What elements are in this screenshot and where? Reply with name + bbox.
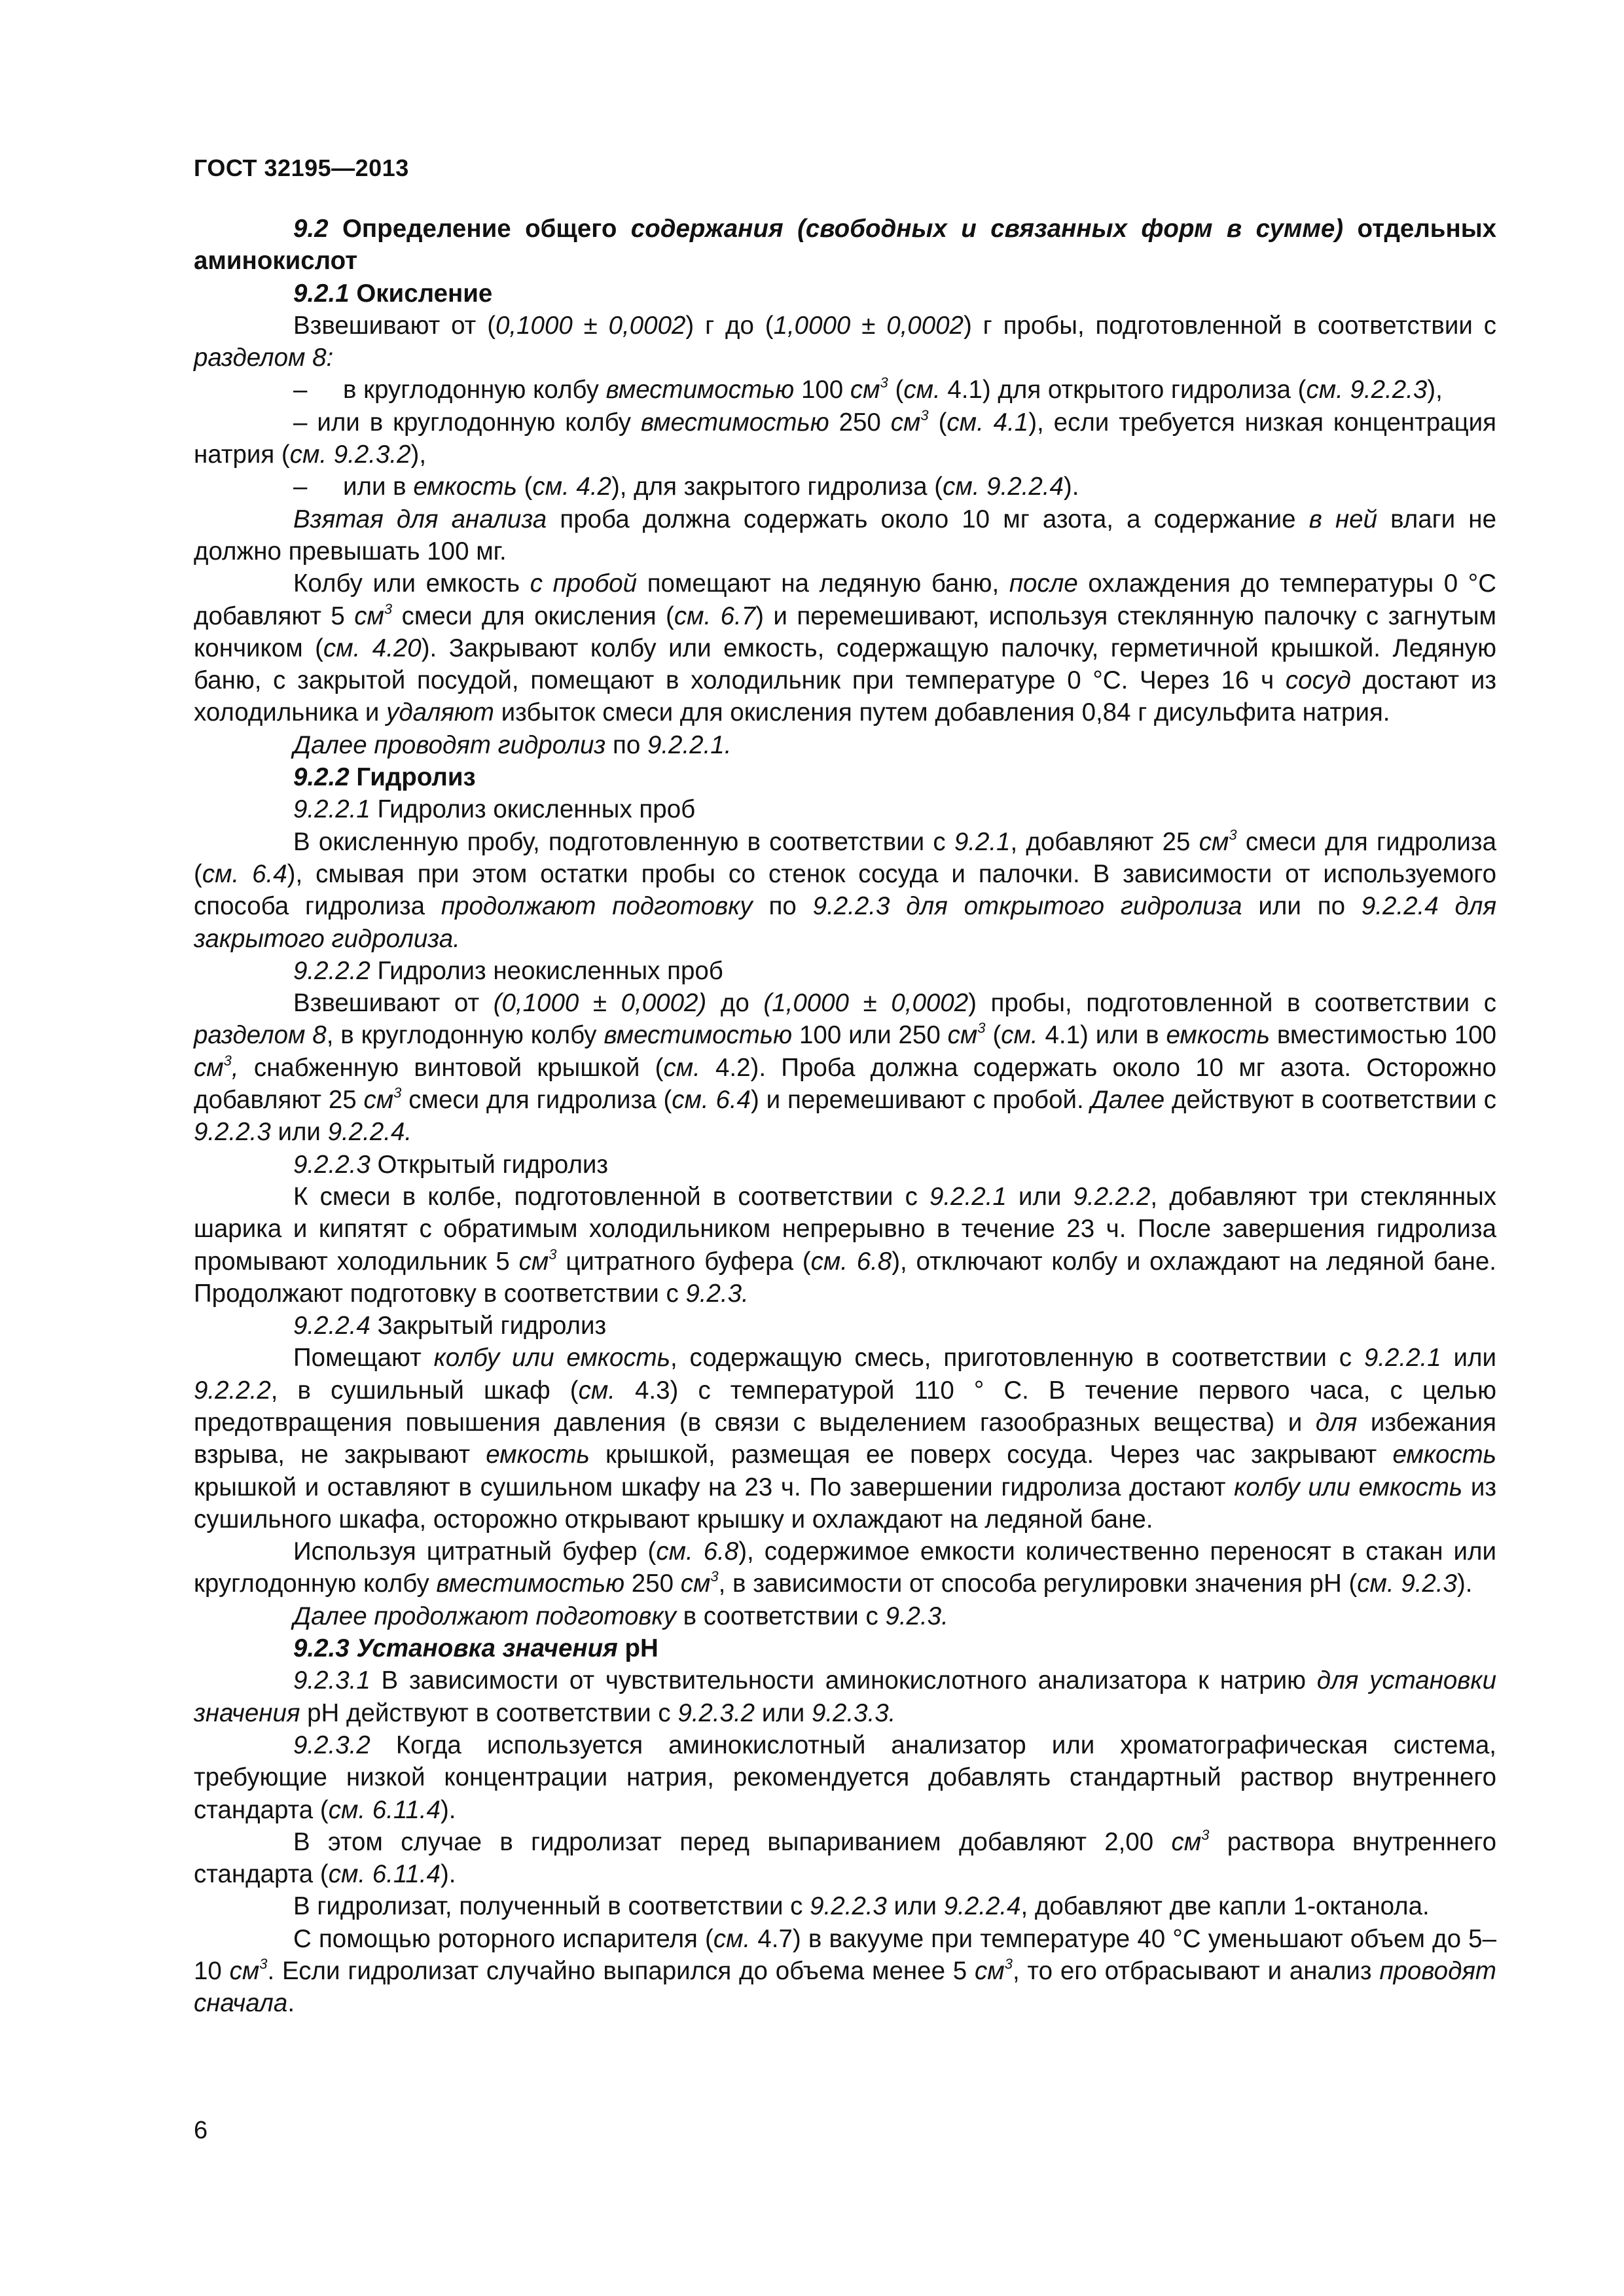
paragraph: В окисленную пробу, подготовленную в соответствии с 9.2.1, добавляют 25 $см^3$ смеси для гидролиза (см. 6.4), смывая при этом остатки пробы со стенок сосуда и палочки. В зависимости от используемого способа гидролиза продолжают подготовку по 9.2.2.3 для открытого гидролиза или по 9.2.2.4 для закрытого гидролиза. <box>194 826 1497 953</box>
paragraph: Взятая для анализа проба должна содержать около 10 мг азота, а содержание в ней влаги не должно превышать 100 мг. <box>194 505 1496 565</box>
paragraph: Взвешивают от (0,1000 ± 0,0002) до (1,0000 ± 0,0002) пробы, подготовленной в соответствии с разделом 8, в круглодонную колбу вместимостью 100 или 250 $см^3$ (см. 4.1) или в емкость вместимостью 100 $см^3$, снабженную винтовой крышкой (см. 4.2). Проба должна содержать около 10 мг азота. Осторожно добавляют 25 $см^3$ смеси для гидролиза (см. 6.4) и перемешивают с пробой. Далее действуют в соответствии с 9.2.2.3 или 9.2.2.4. <box>194 989 1496 1147</box>
section-heading-9-2-1: 9.2.1 Окисление <box>293 279 493 308</box>
paragraph: Помещают колбу или емкость, содержащую смесь, приготовленную в соответствии с 9.2.2.1 или 9.2.2.2, в сушильный шкаф (см. 4.3) с температурой 110 ° С. В течение первого часа, с целью предотвращения повышения давления (в связи с выделением газообразных вещества) и для избежания взрыва, не закрывают емкость крышкой, размещая ее поверх сосуда. Через час закрывают емкость крышкой и оставляют в сушильном шкафу на 23 ч. По завершении гидролиза достают колбу или емкость из сушильного шкафа, осторожно открывают крышку и охлаждают на ледяной бане. <box>194 1344 1496 1534</box>
paragraph: Далее продолжают подготовку в соответствии с 9.2.3. <box>293 1602 948 1630</box>
paragraph: Используя цитратный буфер (см. 6.8), содержимое емкости количественно переносят в стакан или круглодонную колбу вместимостью 250 $см^3$, в зависимости от способа регулировки значения pH (см. 9.2.3). <box>194 1537 1496 1598</box>
document-header: ГОСТ 32195—2013 <box>194 154 409 181</box>
section-heading-9-2: 9.2 Определение общего содержания (свободных и связанных форм в сумме) отдельных аминокислот <box>194 215 1496 276</box>
paragraph: К смеси в колбе, подготовленной в соответствии с 9.2.2.1 или 9.2.2.2, добавляют три стеклянных шарика и кипятят с обратимым холодильником непрерывно в течение 23 ч. После завершения гидролиза промывают холодильник 5 $см^3$ цитратного буфера (см. 6.8), отключают колбу и охлаждают на ледяной бане. Продолжают подготовку в соответствии с 9.2.3. <box>194 1182 1497 1308</box>
paragraph: Далее проводят гидролиз по 9.2.2.1. <box>293 730 732 759</box>
section-heading-9-2-3: 9.2.3 Установка значения pH <box>293 1634 659 1663</box>
paragraph: В этом случае в гидролизат перед выпариванием добавляют 2,00 $см^3$ раствора внутреннего стандарта (см. 6.11.4). <box>194 1826 1496 1889</box>
paragraph: 9.2.3.1 В зависимости от чувствительности аминокислотного анализатора к натрию для установки значения pH действуют в соответствии с 9.2.3.2 или 9.2.3.3. <box>194 1666 1496 1727</box>
paragraph: Взвешивают от (0,1000 ± 0,0002) г до (1,0000 ± 0,0002) г пробы, подготовленной в соответствии с разделом 8: <box>194 311 1496 372</box>
section-heading-9-2-2: 9.2.2 Гидролиз <box>293 763 476 792</box>
paragraph: Колбу или емкость с пробой помещают на ледяную баню, после охлаждения до температуры 0 °С добавляют 5 $см^3$ смеси для окисления (см. 6.7) и перемешивают, используя стеклянную палочку с загнутым кончиком (см. 4.20). Закрывают колбу или емкость, содержащую палочку, герметичной крышкой. Ледяную баню, с закрытой посудой, помещают в холодильник при температуре 0 °С. Через 16 ч сосуд достают из холодильника и удаляют избыток смеси для окисления путем добавления 0,84 г дисульфита натрия. <box>194 569 1496 727</box>
list-item: – или в емкость (см. 4.2), для закрытого гидролиза (см. 9.2.2.4). <box>293 473 1079 501</box>
list-item: – в круглодонную колбу вместимостью 100 $см^3$ (см. 4.1) для открытого гидролиза (см. 9.2.2.3), <box>293 374 1443 404</box>
document-body <box>194 213 1496 2020</box>
paragraph: В гидролизат, полученный в соответствии с 9.2.2.3 или 9.2.2.4, добавляют две капли 1-октанола. <box>293 1892 1430 1921</box>
list-item: – или в круглодонную колбу вместимостью 250 $см^3$ (см. 4.1), если требуется низкая концентрация натрия (см. 9.2.3.2), <box>194 406 1497 469</box>
page-number: 6 <box>194 2117 208 2144</box>
subsection-heading: 9.2.2.4 Закрытый гидролиз <box>293 1312 607 1340</box>
subsection-heading: 9.2.2.1 Гидролиз окисленных проб <box>293 795 696 824</box>
paragraph: 9.2.3.2 Когда используется аминокислотный анализатор или хроматографическая система, требующие низкой концентрации натрия, рекомендуется добавлять стандартный раствор внутреннего стандарта (см. 6.11.4). <box>194 1731 1496 1824</box>
subsection-heading: 9.2.2.3 Открытый гидролиз <box>293 1150 609 1179</box>
paragraph: С помощью роторного испарителя (см. 4.7) в вакууме при температуре 40 °С уменьшают объем до 5–10 $см^3$. Если гидролизат случайно выпарился до объема менее 5 $см^3$, то его отбрасывают и анализ проводят сначала. <box>194 1924 1496 2018</box>
subsection-heading: 9.2.2.2 Гидролиз неокисленных проб <box>293 956 723 985</box>
